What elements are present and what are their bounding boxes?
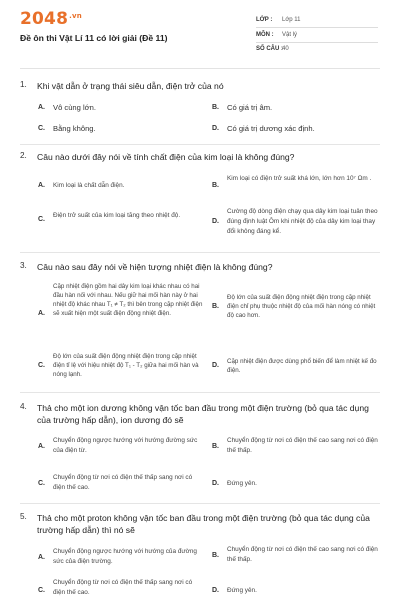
header-divider <box>20 68 380 69</box>
option-letter: C. <box>38 216 45 223</box>
divider <box>20 252 380 253</box>
page-header <box>0 0 400 66</box>
option-text: Có giá trị âm. <box>227 103 273 112</box>
option-letter: D. <box>212 362 219 369</box>
option-letter: C. <box>38 125 45 132</box>
site-logo[interactable] <box>20 9 82 29</box>
meta-subject-label: MÔN : <box>256 32 274 38</box>
logo-text: 2048 <box>20 9 69 29</box>
option-letter: B. <box>212 182 219 189</box>
option-letter: D. <box>212 218 219 225</box>
option-letter: A. <box>38 182 45 189</box>
option-text: Chuyển động từ nơi có điện thế thấp sang nơi có điện thế cao. <box>53 474 193 491</box>
option-letter: D. <box>212 587 219 594</box>
option-text: Chuyển động từ nơi có điện thế thấp sang nơi có điện thế cao. <box>53 579 193 596</box>
meta-class-value: Lớp 11 <box>282 17 301 23</box>
divider <box>20 503 380 504</box>
option-text: Có giá trị dương xác định. <box>227 124 315 133</box>
option-text: Độ lớn của suất điện động nhiệt điện trong cặp nhiệt điện tỉ lệ với hiệu nhiệt độ T₁ - T₂ giữa hai mối hàn và nóng lạnh. <box>53 353 199 378</box>
question-number: 2. <box>20 151 27 160</box>
question-3 <box>20 261 380 391</box>
question-4 <box>20 402 380 502</box>
option-text: Chuyển động từ nơi có điện thế cao sang nơi có điện thế thấp. <box>227 437 378 454</box>
question-1 <box>20 80 380 142</box>
option-letter: A. <box>38 104 45 111</box>
meta-subject-value: Vật lý <box>282 32 298 38</box>
question-text: Câu nào sau đây nói về hiện tượng nhiệt điện là không đúng? <box>37 262 273 272</box>
option-text: Cường độ dòng điện chạy qua dây kim loại tuân theo đúng định luật Ôm khi nhiệt độ của dây kim loại thay đổi không đáng kể. <box>227 208 378 235</box>
option-text: Kim loại là chất dẫn điện. <box>53 182 125 189</box>
option-letter: D. <box>212 125 219 132</box>
meta-class-label: LỚP : <box>256 17 273 23</box>
divider <box>20 144 380 145</box>
document-title: Đề ôn thi Vật Lí 11 có lời giải (Đề 11) <box>20 33 168 43</box>
question-2 <box>20 151 380 251</box>
divider <box>256 27 378 28</box>
option-text: Chuyển động ngược hướng với hướng đường sức của điện từ. <box>53 437 198 454</box>
divider <box>20 392 380 393</box>
option-text: Cặp nhiệt điện được dùng phổ biến để làm nhiệt kế đo điện. <box>227 358 377 374</box>
question-text: Khi vật dẫn ở trạng thái siêu dẫn, điện trở của nó <box>37 81 224 91</box>
question-text: Câu nào dưới đây nói về tính chất điện của kim loại là không đúng? <box>37 152 295 162</box>
divider <box>256 42 378 43</box>
option-letter: C. <box>38 480 45 487</box>
option-text: Chuyển động ngược hướng với hướng của đường sức của điện trường. <box>53 548 197 565</box>
option-text: Điện trở suất của kim loại tăng theo nhiệt độ. <box>53 212 181 219</box>
question-number: 3. <box>20 261 27 270</box>
option-letter: A. <box>38 443 45 450</box>
option-text: Đứng yên. <box>227 480 257 487</box>
question-number: 4. <box>20 402 27 411</box>
option-letter: B. <box>212 104 219 111</box>
question-text: Thả cho một ion dương không vận tốc ban đầu trong một điện trường (bỏ qua tác dụng của trường hấp dẫn), ion dương đó sẽ <box>37 403 369 425</box>
option-text: Bằng không. <box>53 124 96 133</box>
option-letter: B. <box>212 552 219 559</box>
option-letter: B. <box>212 443 219 450</box>
question-text: Thả cho một proton không vận tốc ban đầu trong một điện trường (bỏ qua tác dụng của trường hấp dẫn) thì nó sẽ <box>37 513 370 535</box>
option-text: Chuyển động từ nơi có điện thế cao sang nơi có điện thế thấp. <box>227 546 378 563</box>
question-5 <box>20 512 380 600</box>
option-letter: C. <box>38 587 45 594</box>
option-text: Độ lớn của suất điện động nhiệt điện trong cặp nhiệt điện chỉ phụ thuộc nhiệt độ của mối hàn nóng có nhiệt độ cao hơn. <box>227 294 376 319</box>
meta-count-label: SỐ CÂU : <box>256 46 283 52</box>
option-letter: A. <box>38 554 45 561</box>
option-text: Vô cùng lớn. <box>53 103 96 112</box>
logo-tld: .vn <box>69 12 82 20</box>
option-letter: D. <box>212 480 219 487</box>
option-text: Đứng yên. <box>227 587 257 594</box>
option-letter: C. <box>38 362 45 369</box>
option-letter: A. <box>38 310 45 317</box>
option-text: Kim loại có điện trở suất khá lớn, lớn hơn 10⁷ Ωm . <box>227 175 372 182</box>
option-letter: B. <box>212 303 219 310</box>
question-number: 5. <box>20 512 27 521</box>
option-c[interactable] <box>38 578 208 600</box>
question-number: 1. <box>20 80 27 89</box>
option-text: Cặp nhiệt điện gồm hai dây kim loại khác nhau có hai đầu hàn nối với nhau. Nếu giữ hai mối hàn này ở hai nhiệt độ khác nhau T₁ ≠ T₂ thì bên trong cặp nhiệt điện sẽ xuất hiện một suất điện động nhiệt điện. <box>53 283 203 317</box>
meta-count-value: 40 <box>282 46 289 52</box>
